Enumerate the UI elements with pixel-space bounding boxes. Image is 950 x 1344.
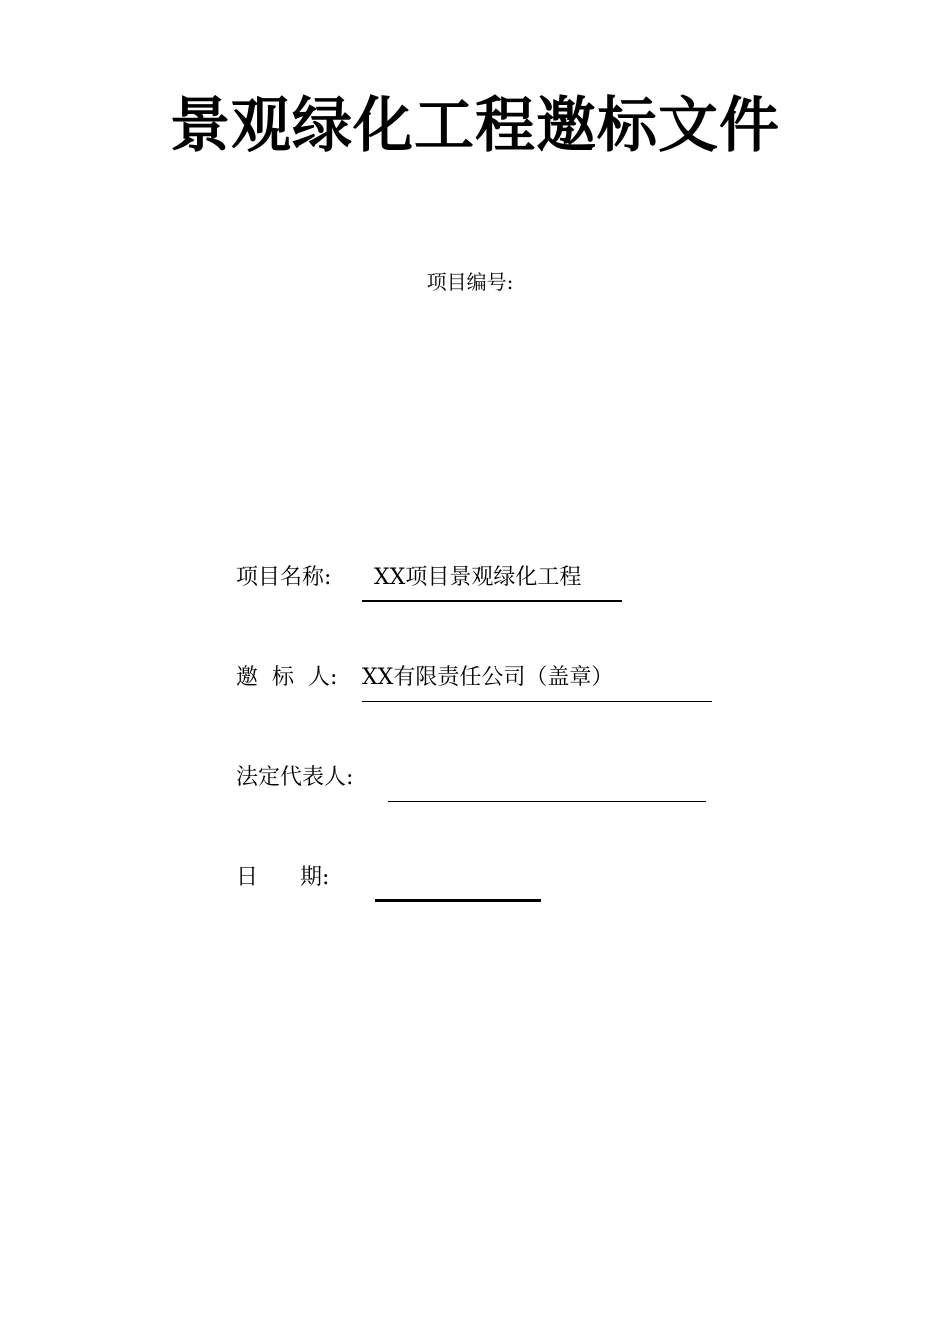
date-underline — [375, 899, 541, 902]
legal-rep-label: 法定代表人: — [236, 765, 354, 790]
project-number-label: 项目编号: — [426, 270, 514, 294]
legal-rep-underline — [388, 801, 706, 802]
inviter-underline — [362, 701, 712, 702]
project-name-label: 项目名称: — [236, 565, 332, 590]
project-name-underline — [362, 600, 622, 602]
inviter-label: 邀 标 人: — [236, 665, 338, 690]
date-label: 日 期: — [236, 865, 330, 890]
inviter-value: XX有限责任公司（盖章） — [362, 665, 614, 690]
project-name-value: XX项目景观绿化工程 — [374, 565, 582, 590]
document-title: 景观绿化工程邀标文件 — [170, 91, 780, 161]
